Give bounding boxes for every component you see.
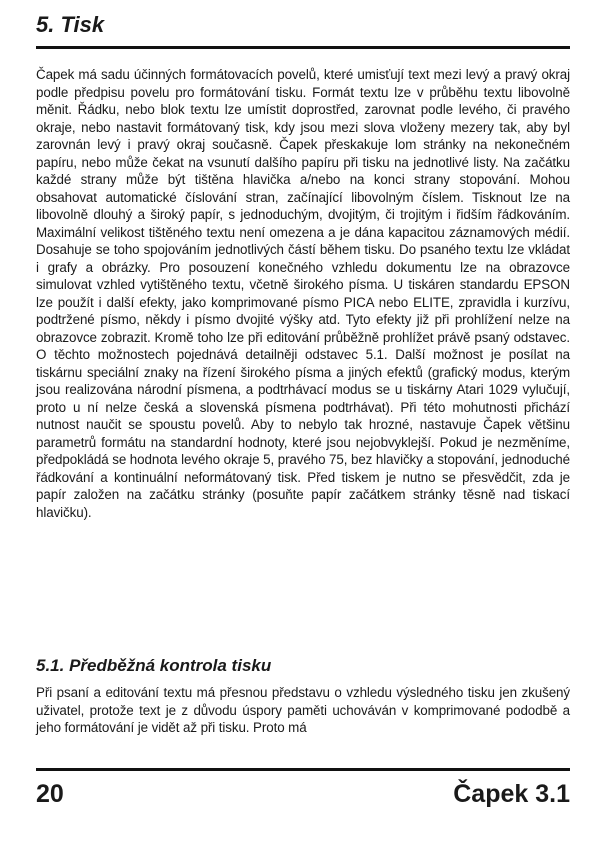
body-paragraph-2: Při psaní a editování textu má přesnou představu o vzhledu výsledného tisku jen zkušený uživatel, protože text je z důvodu úspory paměti uchováván v komprimované pododbě a jeho formátování je vidět až při tisku. Proto má — [36, 685, 570, 735]
section-heading: 5.1. Předběžná kontrola tisku — [36, 656, 272, 675]
book-title: Čapek 3.1 — [453, 780, 570, 808]
footer-rule — [36, 768, 570, 771]
chapter-title: 5. Tisk — [36, 12, 105, 37]
body-paragraph: Čapek má sadu účinných formátovacích povelů, které umisťují text mezi levý a pravý okraj podle předpisu povelu pro formátování tisku. Formát textu lze v průběhu textu libovolně měnit. Řádku, nebo blok textu lze umístit doprostřed, zarovnat podle levého, či pravého okraje, nebo nastavit formátovaný tisk, kdy jsou mezi slova vloženy mezery tak, aby byl zarovnán levý i pravý okraj současně. Čapek přeskakuje lom stránky na nekonečném papíru, nebo může čekat na vsunutí dalšího papíru při tisku na jednotlivé listy. Na začátku každé strany může být tištěna hlavička a/nebo na konci strany stopování. Mohou obsahovat automatické číslování stran, začínající libovolným číslem. Tisknout lze na libovolně dlouhý a široký papír, s jednoduchým, dvojitým, či trojitým i řidším řádkováním. Maximální velikost tištěného textu není omezena a je dána kapacitou záznamových médií. Dosahuje se toho spojováním jednotlivých částí během tisku. Do psaného textu lze vkládat i grafy a obrázky. Pro posouzení konečného vzhledu dokumentu lze na obrazovce simulovat vzhled vytištěného textu, včetně širokého písma. U tiskáren standardu EPSON lze použít i další efekty, jako komprimované písmo PICA nebo ELITE, zpravidla i kurzívu, podtržené písmo, někdy i písmo dvojité výšky atd. Tyto efekty již při prohlížení nelze na obrazovce zobrazit. Kromě toho lze při editování průběžně prohlížet právě psaný odstavec. O těchto možnostech pojednává detailněji odstavec 5.1. Další možnost je posílat na tiskárnu speciální znaky na řízení širokého písma a jiných efektů (grafický modus, kterým jsou realizována národní písmena, a podtrhávací modus se u tiskárny Atari 1029 vylučují, proto u ní nelze česká a slovenská písmena podtrhávat). Při této mohutnosti přichází nutnost naučit se spoustu povelů. Aby to nebylo tak hrozné, nastavuje Čapek většinu parametrů formátu na standardní hodnoty, které jsou nejobvyklejší. Pokud je nezměníme, předpokládá se hodnota levého okraje 5, pravého 75, bez hlavičky a stopování, jednoduché řádkování a kontinuální neformátovaný tisk. Před tiskem je nutno se přesvědčit, zda je papír založen na začátku stránky (posuňte papír začátkem stránky těsně nad tiskací hlavičku). — [36, 67, 570, 520]
header-rule — [36, 46, 570, 49]
page-number: 20 — [36, 780, 64, 808]
